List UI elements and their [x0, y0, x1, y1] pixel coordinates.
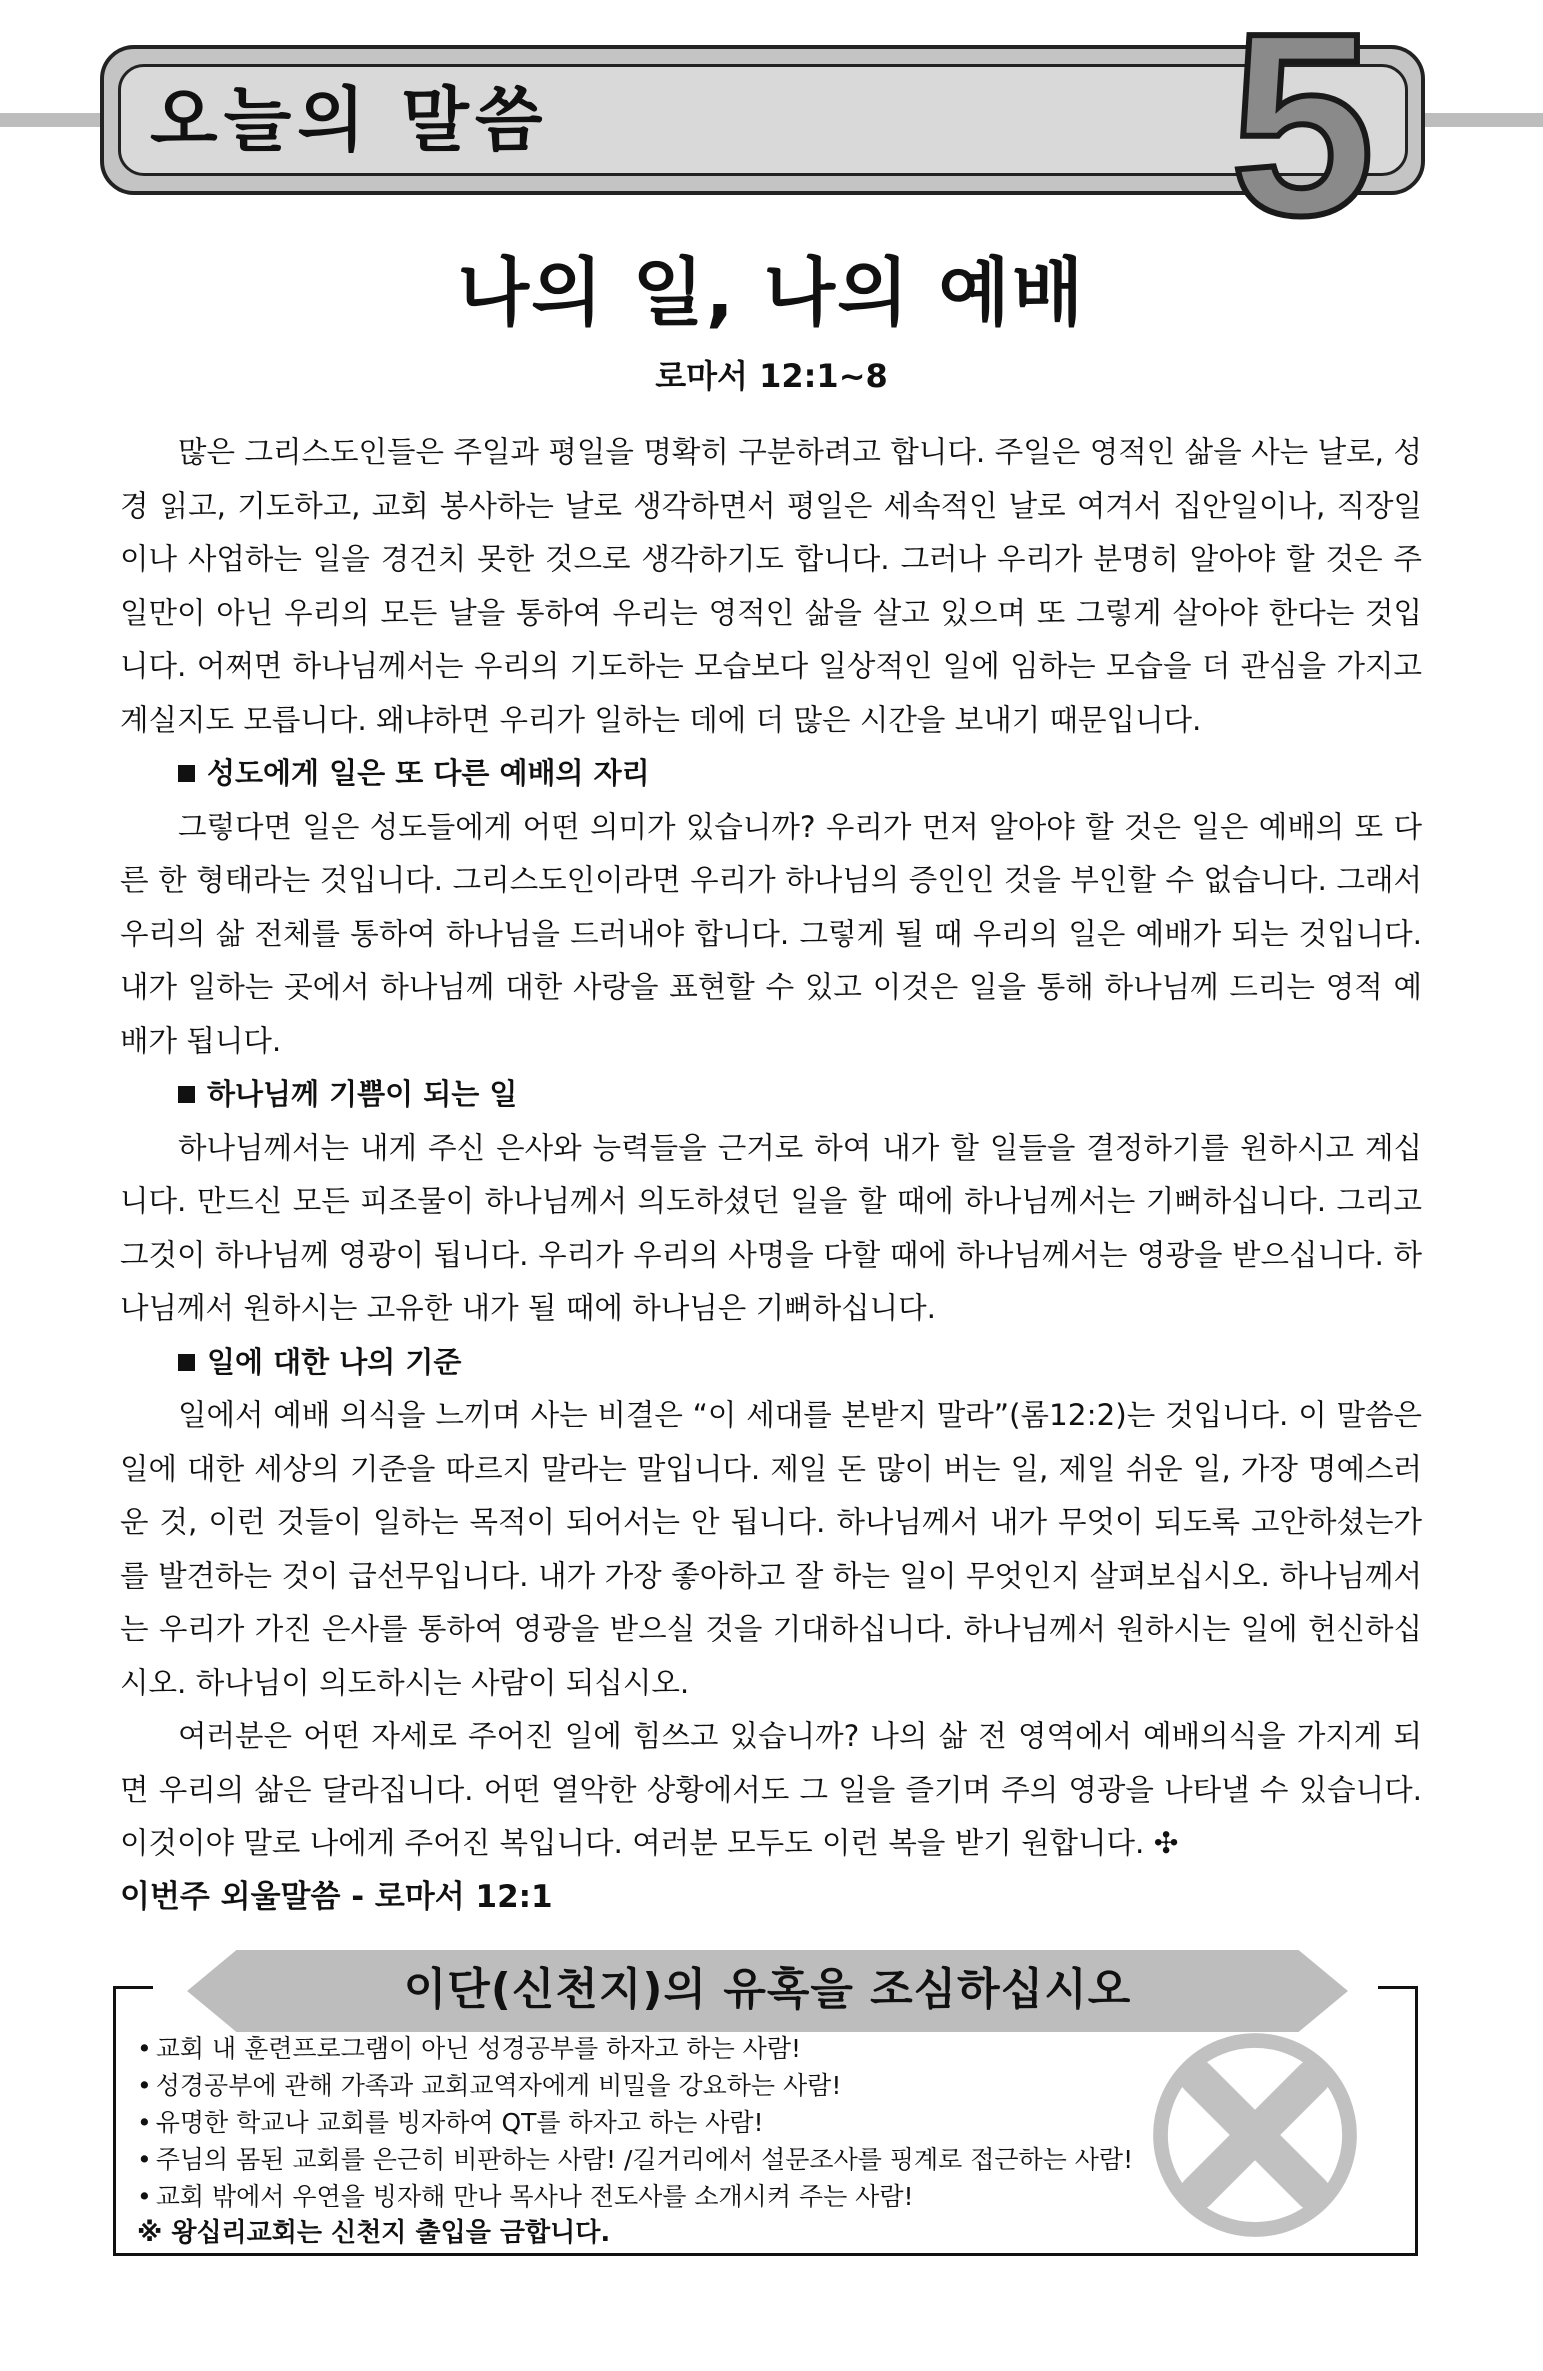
section-heading: 성도에게 일은 또 다른 예배의 자리 [120, 747, 1422, 801]
prohibited-x-icon [1150, 2030, 1360, 2240]
square-bullet-icon [178, 1086, 195, 1103]
warning-item: • 성경공부에 관해 가족과 교회교역자에게 비밀을 강요하는 사람! [137, 2067, 1133, 2104]
warning-title: 이단(신천지)의 유혹을 조심하십시오 [403, 1964, 1132, 2015]
section-title: 오늘의 말씀 [150, 79, 549, 161]
section-paragraph: 그렇다면 일은 성도들에게 어떤 의미가 있습니까? 우리가 먼저 알아야 할 것은 일은 예배의 또 다른 한 형태라는 것입니다. 그리스도인이라면 우리가 하나님의 증인인 것을 부인할 수 없습니다. 그래서 우리의 삶 전체를 통하여 하나님을 드러내야 합니다. 그렇게 될 때 우리의 일은 예배가 되는 것입니다. 내가 일하는 곳에서 하나님께 대한 사랑을 표현할 수 있고 이것은 일을 통해 하나님께 드리는 영적 예배가 됩니다. [120, 809, 1422, 1058]
square-bullet-icon [178, 1354, 195, 1371]
scripture-reference: 로마서 12:1~8 [655, 357, 888, 395]
intro-paragraph: 많은 그리스도인들은 주일과 평일을 명확히 구분하려고 합니다. 주일은 영적인 삶을 사는 날로, 성경 읽고, 기도하고, 교회 봉사하는 날로 생각하면서 평일은 세속적인 날로 여겨서 집안일이나, 직장일이나 사업하는 일을 경건치 못한 것으로 생각하기도 합니다. 그러나 우리가 분명히 알아야 할 것은 주일만이 아닌 우리의 모든 날을 통하여 우리는 영적인 삶을 살고 있으며 또 그렇게 살아야 한다는 것입니다. 어쩌면 하나님께서는 우리의 기도하는 모습보다 일상적인 일에 임하는 모습을 더 관심을 가지고 계실지도 모릅니다. 왜냐하면 우리가 일하는 데에 더 많은 시간을 보내기 때문입니다. [120, 435, 1422, 737]
warning-item: • 주님의 몸된 교회를 은근히 비판하는 사람! /길거리에서 설문조사를 핑계로 접근하는 사람! [137, 2141, 1133, 2178]
section-heading: 하나님께 기쁨이 되는 일 [120, 1068, 1422, 1122]
sermon-title: 나의 일, 나의 예배 [457, 250, 1086, 336]
section-paragraph: 일에서 예배 의식을 느끼며 사는 비결은 “이 세대를 본받지 말라”(롬12:2)는 것입니다. 이 말씀은 일에 대한 세상의 기준을 따르지 말라는 말입니다. 제일 돈 많이 버는 일, 제일 쉬운 일, 가장 명예스러운 것, 이런 것들이 일하는 목적이 되어서는 안 됩니다. 하나님께서 내가 무엇이 되도록 고안하셨는가를 발견하는 것이 급선무입니다. 내가 가장 좋아하고 잘 하는 일이 무엇인지 살펴보십시오. 하나님께서는 우리가 가진 은사를 통하여 영광을 받으실 것을 기대하십니다. 하나님께서 원하시는 일에 헌신하십시오. 하나님이 의도하시는 사람이 되십시오. [120, 1398, 1422, 1700]
square-bullet-icon [178, 765, 195, 782]
sermon-body [120, 426, 1422, 1871]
warning-list [137, 2030, 1133, 2215]
section-paragraph: 하나님께서는 내게 주신 은사와 능력들을 근거로 하여 내가 할 일들을 결정하기를 원하시고 계십니다. 만드신 모든 피조물이 하나님께서 의도하셨던 일을 할 때에 하나님께서는 기뻐하십니다. 그리고 그것이 하나님께 영광이 됩니다. 우리가 우리의 사명을 다할 때에 하나님께서는 영광을 받으십니다. 하나님께서 원하시는 고유한 내가 될 때에 하나님은 기뻐하십니다. [120, 1130, 1422, 1325]
warning-item: • 교회 내 훈련프로그램이 아닌 성경공부를 하자고 하는 사람! [137, 2030, 1133, 2067]
warning-item: • 교회 밖에서 우연을 빙자해 만나 목사나 전도사를 소개시켜 주는 사람! [137, 2178, 1133, 2215]
warning-note: ※ 왕십리교회는 신천지 출입을 금합니다. [137, 2218, 611, 2248]
closing-paragraph: 여러분은 어떤 자세로 주어진 일에 힘쓰고 있습니까? 나의 삶 전 영역에서 예배의식을 가지게 되면 우리의 삶은 달라집니다. 어떤 열악한 상황에서도 그 일을 즐기며 주의 영광을 나타낼 수 있습니다. 이것이야 말로 나에게 주어진 복입니다. 여러분 모두도 이런 복을 받기 원합니다. ✣ [120, 1719, 1422, 1860]
section-number: 5 [1230, 0, 1375, 270]
memory-verse: 이번주 외울말씀 - 로마서 12:1 [120, 1879, 553, 1915]
warning-box-corner [113, 1986, 153, 1989]
warning-item: • 유명한 학교나 교회를 빙자하여 QT를 하자고 하는 사람! [137, 2104, 1133, 2141]
section-heading: 일에 대한 나의 기준 [120, 1336, 1422, 1390]
